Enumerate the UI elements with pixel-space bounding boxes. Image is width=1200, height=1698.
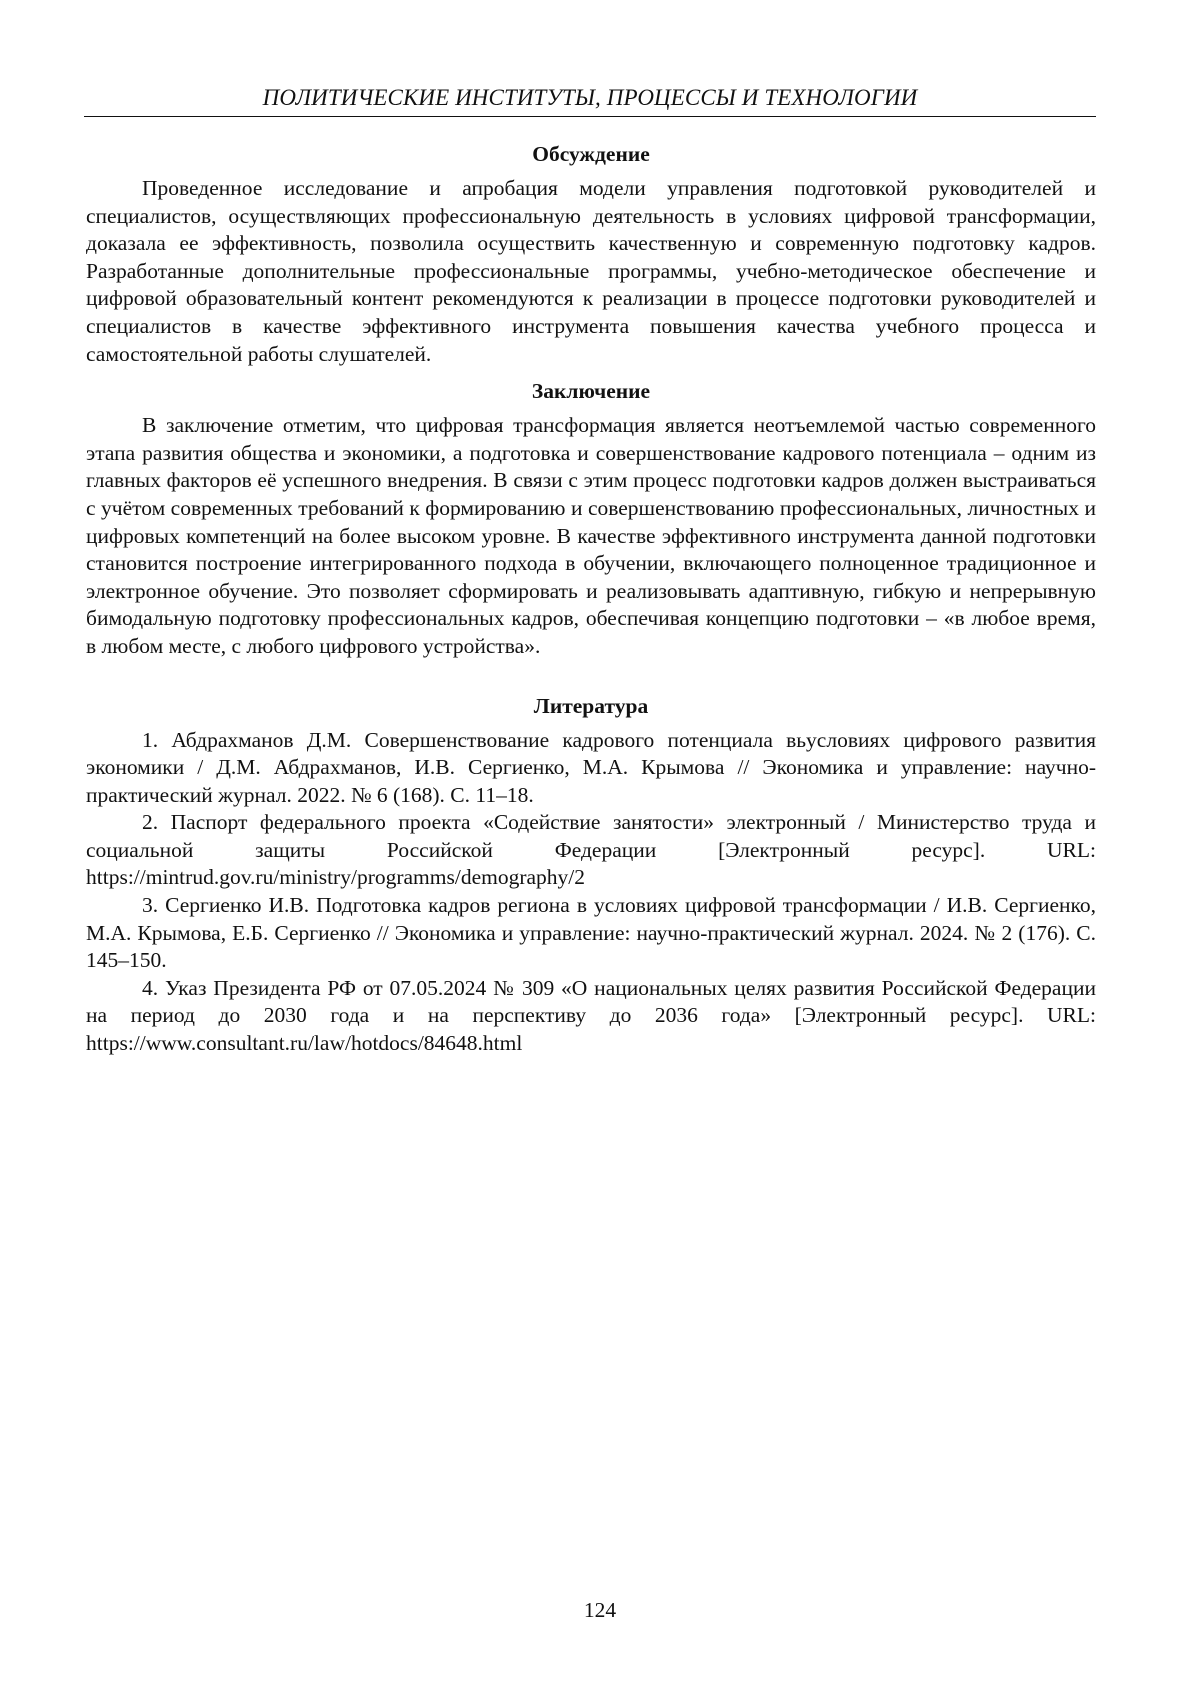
- header-rule: [84, 116, 1096, 117]
- spacer: [86, 661, 1096, 691]
- references-heading: Литература: [533, 693, 649, 718]
- page-number: 124: [583, 1598, 617, 1622]
- running-head: ПОЛИТИЧЕСКИЕ ИНСТИТУТЫ, ПРОЦЕССЫ И ТЕХНОЛОГИИ: [262, 85, 918, 110]
- reference-item-1: 1. Абдрахманов Д.М. Совершенствование кадрового потенциала вьусловиях цифрового развития экономики / Д.М. Абдрахманов, И.В. Сергиенко, М.А. Крымова // Экономика и управление: научно-практический журнал. 2022. № 6 (168). С. 11–18.: [86, 727, 1096, 807]
- conclusion-paragraph: В заключение отметим, что цифровая трансформация является неотъемлемой частью современного этапа развития общества и экономики, а подготовка и совершенствование кадрового потенциала – одним из главных факторов её успешного внедрения. В связи с этим процесс подготовки кадров должен выстраиваться с учётом современных требований к формированию и совершенствованию профессиональных, личностных и цифровых компетенций на более высоком уровне. В качестве эффективного инструмента данной подготовки становится построение интегрированного подхода в обучении, включающего полноценное традиционное и электронное обучение. Это позволяет сформировать и реализовывать адаптивную, гибкую и непрерывную бимодальную подготовку профессиональных кадров, обеспечивая концепцию подготовки – «в любое время, в любом месте, с любого цифрового устройства».: [86, 413, 1096, 658]
- spacer: [86, 368, 1096, 376]
- conclusion-section: [86, 376, 1096, 660]
- reference-item-4: 4. Указ Президента РФ от 07.05.2024 № 309 «О национальных целях развития Российской Федерации на период до 2030 года и на перспективу до 2036 года» [Электронный ресурс]. URL: https://www.consultant.ru/law/hotdocs/84648.html: [86, 975, 1096, 1056]
- discussion-section: [86, 139, 1096, 368]
- discussion-paragraph: Проведенное исследование и апробация модели управления подготовкой руководителей и специалистов, осуществляющих профессиональную деятельность в условиях цифровой трансформации, доказала ее эффективность, позволила осуществить качественную и современную подготовку кадров. Разработанные дополнительные профессиональные программы, учебно-методическое обеспечение и цифровой образовательный контент рекомендуются к реализации в процессе подготовки руководителей и специалистов в качестве эффективного инструмента повышения качества учебного процесса и самостоятельной работы слушателей.: [86, 176, 1096, 366]
- conclusion-heading: Заключение: [531, 379, 651, 404]
- discussion-heading: Обсуждение: [532, 142, 650, 166]
- reference-item-3: 3. Сергиенко И.В. Подготовка кадров региона в условиях цифровой трансформации / И.В. Сергиенко, М.А. Крымова, Е.Б. Сергиенко // Экономика и управление: научно-практический журнал. 2024. № 2 (176). С. 145–150.: [86, 893, 1096, 973]
- references-section: [86, 691, 1096, 1058]
- reference-item-2: 2. Паспорт федерального проекта «Содействие занятости» электронный / Министерство труда и социальной защиты Российской Федерации [Электронный ресурс]. URL: https://mintrud.gov.ru/ministry/programms/demography/2: [86, 810, 1096, 890]
- page-content: [86, 139, 1096, 1058]
